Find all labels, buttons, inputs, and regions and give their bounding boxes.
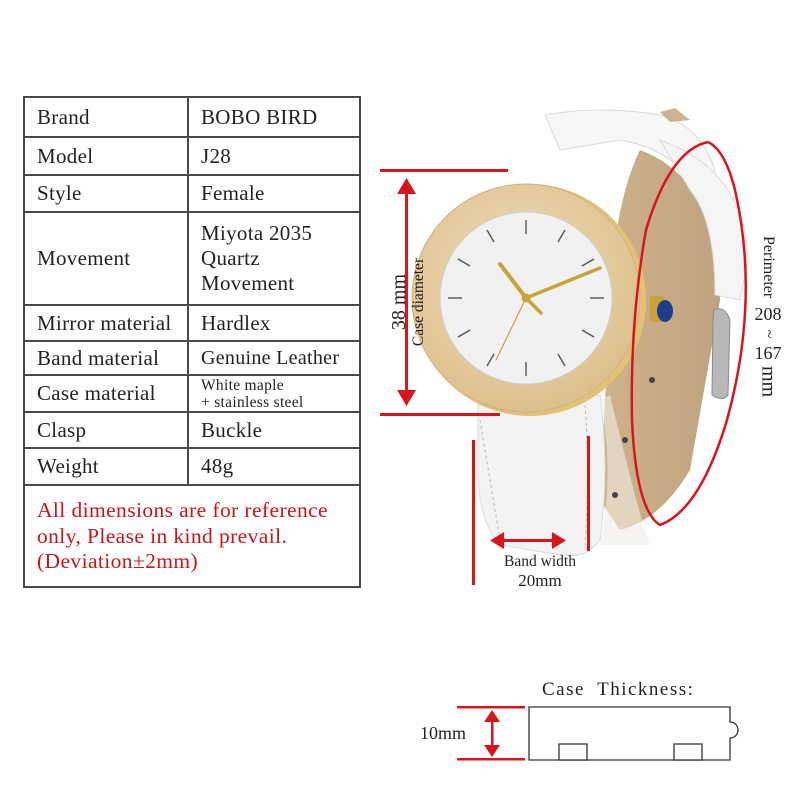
note-line: (Deviation±2mm)	[37, 549, 199, 573]
perimeter-separator: ~	[760, 329, 777, 339]
spec-value: 48g	[201, 454, 234, 478]
crown-gem-icon	[657, 300, 673, 322]
spec-key: Clasp	[25, 413, 189, 447]
spec-value-line: Quartz	[201, 246, 260, 270]
spec-key: Weight	[25, 449, 189, 484]
spec-value: Female	[201, 181, 265, 205]
spec-key: Brand	[25, 98, 189, 136]
spec-value: J28	[201, 143, 232, 168]
case-diameter-value: 38	[388, 310, 410, 331]
perimeter-label	[738, 232, 798, 397]
case-diameter-text: Case diameter	[410, 257, 427, 347]
spec-key: Case material	[25, 376, 189, 411]
spec-key: Style	[25, 176, 189, 211]
band-width-label	[480, 552, 600, 590]
perimeter-text: Perimeter	[760, 235, 777, 299]
case-diameter-unit: mm	[388, 273, 410, 306]
perimeter-min: 167	[754, 343, 782, 363]
note-line: All dimensions are for reference	[37, 498, 328, 522]
note-line: only, Please in kind prevail.	[37, 523, 288, 548]
spec-value-line: Miyota 2035	[201, 221, 313, 245]
spec-value-line: + stainless steel	[201, 393, 304, 411]
band-width-value: 20mm	[518, 571, 562, 590]
spec-value: Hardlex	[201, 310, 271, 335]
perimeter-max: 208	[754, 304, 782, 324]
spec-key: Model	[25, 138, 189, 174]
spec-key: Mirror material	[25, 306, 189, 340]
spec-value-line: Movement	[201, 271, 295, 295]
spec-value: BOBO BIRD	[201, 104, 318, 129]
perimeter-unit: mm	[757, 366, 780, 398]
spec-key: Band material	[25, 342, 189, 374]
spec-value: Buckle	[201, 417, 263, 442]
case-thickness-diagram	[457, 706, 738, 761]
spec-value-line: White maple	[201, 376, 284, 394]
case-diameter-label	[388, 212, 428, 392]
spec-key: Movement	[25, 213, 189, 304]
spec-value: Genuine Leather	[201, 346, 340, 369]
case-thickness-title: Case Thickness:	[542, 679, 695, 700]
band-width-text: Band width	[504, 553, 576, 570]
case-thickness-value: 10mm	[420, 723, 467, 743]
